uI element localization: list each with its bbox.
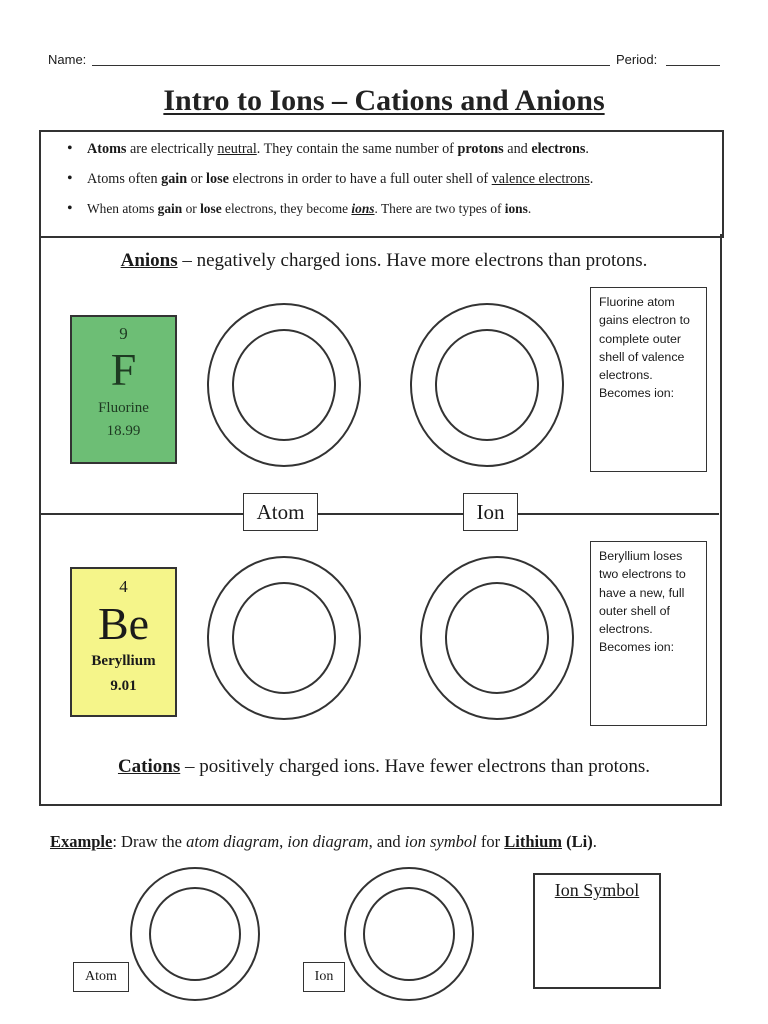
beryllium-symbol: Be: [97, 598, 150, 649]
ion-label-box: [463, 493, 518, 531]
fluorine-mass: 18.99: [106, 423, 141, 439]
beryllium-atomic-number: 4: [119, 577, 128, 596]
example-ion-label-box: [303, 962, 345, 992]
example-atom-label-box: [73, 962, 129, 992]
beryllium-note-text: Beryllium loses two electrons to have a new, full outer shell of electrons. Becomes ion:: [599, 549, 686, 655]
intro-box: [39, 130, 724, 238]
period-label: Period:: [616, 52, 658, 67]
intro-bullet-1: • Atoms are electrically neutral. They contain the same number of protons and electrons.: [59, 140, 722, 158]
page-title: Intro to Ions – Cations and Anions: [163, 84, 605, 117]
section-divider: [40, 513, 719, 515]
fluorine-note-box[interactable]: [590, 287, 707, 472]
lithium-atom-diagram[interactable]: [129, 866, 261, 1002]
example-label: Example: [50, 832, 113, 851]
beryllium-name: Beryllium: [91, 653, 156, 669]
fluorine-name: Fluorine: [98, 400, 149, 416]
fluorine-atom-diagram[interactable]: [206, 302, 362, 468]
intro-bullet-3: • When atoms gain or lose electrons, they become ions. There are two types of ions.: [59, 200, 722, 218]
anions-heading: [0, 250, 768, 272]
ion-label: Ion: [476, 500, 505, 524]
cations-definition: – positively charged ions. Have fewer electrons than protons.: [180, 756, 651, 777]
beryllium-ion-diagram[interactable]: [419, 555, 575, 721]
anions-term: Anions: [120, 250, 178, 271]
example-ion-label: Ion: [314, 969, 334, 984]
intro-bullet-2: • Atoms often gain or lose electrons in order to have a full outer shell of valence electrons.: [59, 170, 722, 188]
example-atom-label: Atom: [85, 969, 117, 984]
atom-label: Atom: [256, 500, 305, 524]
fluorine-atomic-number: 9: [119, 324, 128, 343]
fluorine-element-card: [70, 315, 177, 464]
fluorine-note-text: Fluorine atom gains electron to complete outer shell of valence electrons. Becomes ion:: [599, 295, 690, 401]
beryllium-mass: 9.01: [110, 678, 137, 694]
cations-term: Cations: [117, 756, 181, 777]
period-field[interactable]: [666, 64, 720, 66]
example-instruction: Example: Draw the atom diagram, ion diagram, and ion symbol for Lithium (Li).: [50, 832, 597, 851]
name-field[interactable]: [92, 64, 610, 66]
ion-symbol-label: Ion Symbol: [554, 880, 640, 900]
atom-label-box: [243, 493, 318, 531]
cations-heading: [0, 756, 768, 778]
fluorine-symbol: F: [110, 344, 137, 395]
ion-symbol-box[interactable]: [533, 873, 661, 989]
beryllium-atom-diagram[interactable]: [206, 555, 362, 721]
fluorine-ion-diagram[interactable]: [409, 302, 565, 468]
name-label: Name:: [48, 52, 87, 67]
lithium-ion-diagram[interactable]: [343, 866, 475, 1002]
beryllium-element-card: [70, 567, 177, 717]
beryllium-note-box[interactable]: [590, 541, 707, 726]
anions-definition: – negatively charged ions. Have more electrons than protons.: [177, 250, 648, 271]
